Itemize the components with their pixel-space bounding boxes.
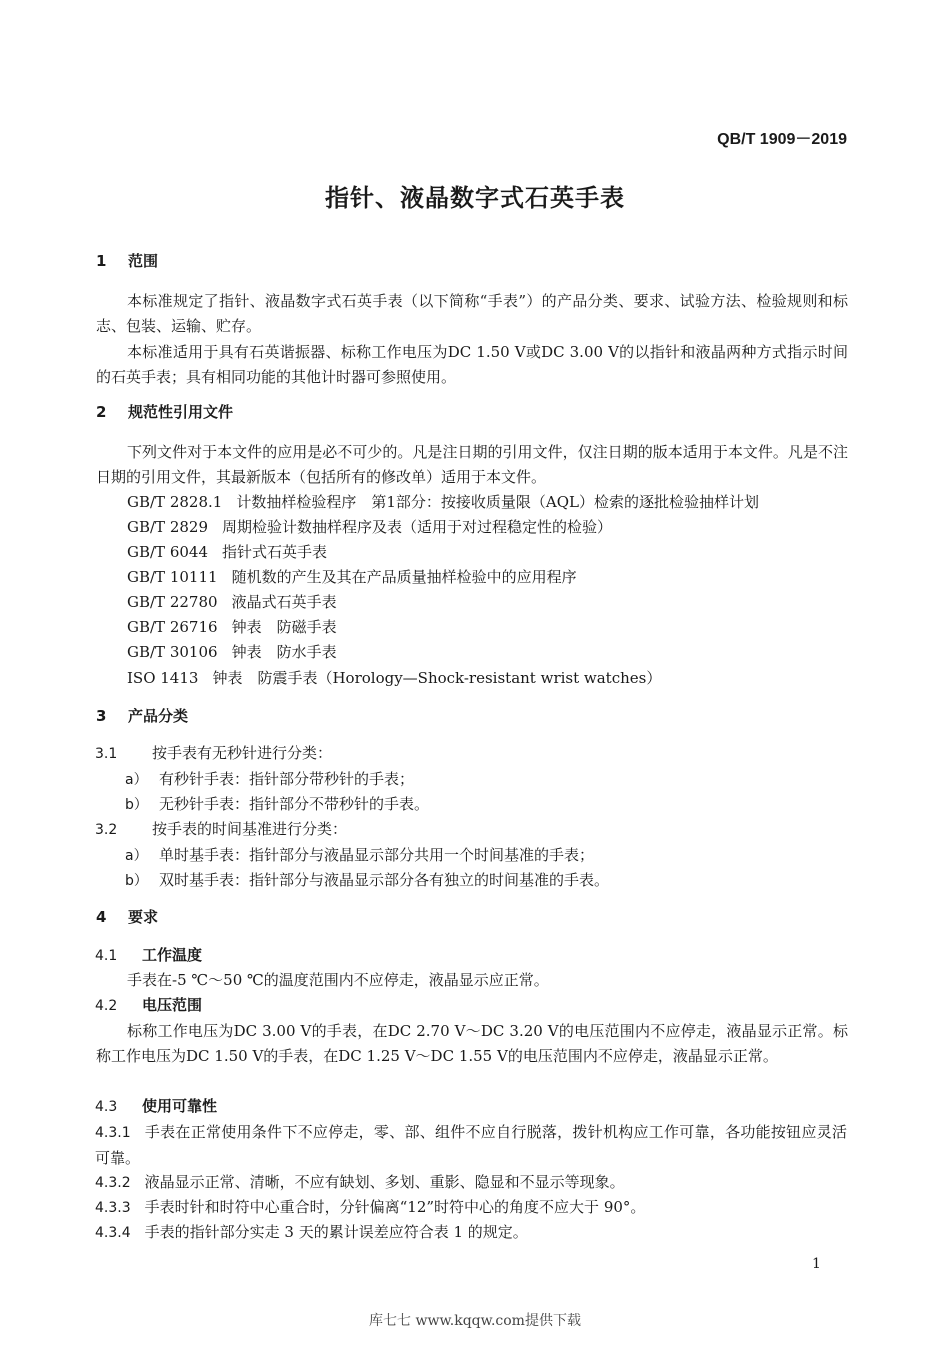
- section-title: 要求: [128, 908, 159, 926]
- ref-code: GB/T 6044: [127, 543, 209, 561]
- reference-item: [127, 516, 612, 537]
- list-item: [125, 768, 414, 789]
- clause-4-2-heading: [95, 994, 202, 1015]
- ref-code: GB/T 30106: [127, 643, 218, 661]
- list-item: [125, 793, 429, 814]
- list-marker: a）: [125, 848, 148, 864]
- section-number: 3: [96, 707, 107, 725]
- clause-text: 手表的指针部分实走 3 天的累计误差应符合表 1 的规定。: [144, 1223, 528, 1241]
- clause-number: 3.2: [95, 822, 118, 838]
- reference-item: [127, 566, 577, 587]
- section-number: 2: [96, 403, 107, 421]
- ref-title: 随机数的产生及其在产品质量抽样检验中的应用程序: [231, 568, 577, 586]
- list-marker: b）: [125, 873, 148, 889]
- standard-code: QB/T 1909－2019: [717, 131, 847, 148]
- clause-4-3-1: [95, 1120, 847, 1171]
- ref-title: 指针式石英手表: [222, 543, 328, 561]
- clause-number: 4.2: [95, 998, 118, 1014]
- section-number: 4: [96, 908, 107, 926]
- ref-code: GB/T 26716: [127, 618, 218, 636]
- ref-code: GB/T 22780: [127, 593, 218, 611]
- page-number: 1: [812, 1256, 821, 1272]
- section-2-heading: [96, 401, 233, 422]
- clause-number: 4.3: [95, 1099, 118, 1115]
- clause-number: 4.3.2: [95, 1175, 131, 1191]
- list-text: 无秒针手表：指针部分不带秒针的手表。: [159, 795, 430, 813]
- reference-item: [127, 491, 759, 512]
- list-marker: a）: [125, 772, 148, 788]
- ref-title: 钟表 防水手表: [231, 643, 337, 661]
- clause-3-2: [95, 818, 347, 839]
- list-text: 有秒针手表：指针部分带秒针的手表；: [159, 770, 415, 788]
- clause-4-1-heading: [95, 944, 202, 965]
- ref-title: 周期检验计数抽样程序及表（适用于对过程稳定性的检验）: [222, 518, 613, 536]
- ref-title: 计数抽样检验程序 第1部分：按接收质量限（AQL）检索的逐批检验抽样计划: [236, 493, 759, 511]
- download-footer: 库七七 www.kqqw.com提供下载: [369, 1313, 581, 1329]
- list-marker: b）: [125, 797, 148, 813]
- ref-code: GB/T 2828.1: [127, 493, 223, 511]
- paragraph: 手表在-5 ℃～50 ℃的温度范围内不应停走，液晶显示应正常。: [127, 971, 549, 989]
- clause-4-3-heading: [95, 1095, 217, 1116]
- clause-4-3-4: [95, 1220, 847, 1246]
- clause-text: 手表时针和时符中心重合时，分针偏离“12”时符中心的角度不应大于 90°。: [144, 1198, 646, 1216]
- reference-item: [127, 641, 337, 662]
- ref-code: GB/T 2829: [127, 518, 209, 536]
- reference-item: [127, 541, 327, 562]
- ref-code: ISO 1413: [127, 669, 199, 687]
- clause-3-1: [95, 742, 332, 763]
- paragraph: 本标准适用于具有石英谐振器、标称工作电压为DC 1.50 V或DC 3.00 V的以指针和液晶两种方式指示时间的石英手表；具有相同功能的其他计时器可参照使用。: [96, 343, 848, 386]
- page-title: 指针、液晶数字式石英手表: [325, 184, 625, 212]
- reference-item: [127, 667, 661, 688]
- clause-number: 3.1: [95, 746, 118, 762]
- paragraph: 本标准规定了指针、液晶数字式石英手表（以下简称“手表”）的产品分类、要求、试验方法、检验规则和标志、包装、运输、贮存。: [96, 292, 848, 335]
- clause-number: 4.3.1: [95, 1125, 131, 1141]
- paragraph: 标称工作电压为DC 3.00 V的手表，在DC 2.70 V～DC 3.20 V的电压范围内不应停走，液晶显示正常。标称工作电压为DC 1.50 V的手表，在DC 1.25 V～DC 1.55 V的电压范围内不应停走，液晶显示正常。: [96, 1022, 848, 1065]
- clause-4-3-2: [95, 1170, 847, 1196]
- section-3-heading: [96, 705, 188, 726]
- section-1-heading: [96, 250, 158, 271]
- clause-text: 手表在正常使用条件下不应停走，零、部、组件不应自行脱落，拨针机构应工作可靠，各功能按钮应灵活可靠。: [95, 1123, 847, 1167]
- list-text: 双时基手表：指针部分与液晶显示部分各有独立的时间基准的手表。: [159, 871, 610, 889]
- clause-title: 电压范围: [142, 996, 203, 1014]
- reference-item: [127, 591, 337, 612]
- clause-number: 4.3.4: [95, 1225, 131, 1241]
- list-text: 单时基手表：指针部分与液晶显示部分共用一个时间基准的手表；: [159, 846, 595, 864]
- clause-text: 按手表的时间基准进行分类：: [152, 820, 348, 838]
- section-number: 1: [96, 252, 107, 270]
- clause-title: 工作温度: [142, 946, 203, 964]
- section-title: 范围: [128, 252, 159, 270]
- clause-text: 按手表有无秒针进行分类：: [152, 744, 333, 762]
- paragraph: 下列文件对于本文件的应用是必不可少的。凡是注日期的引用文件，仅注日期的版本适用于本文件。凡是不注日期的引用文件，其最新版本（包括所有的修改单）适用于本文件。: [96, 443, 848, 486]
- ref-code: GB/T 10111: [127, 568, 218, 586]
- clause-number: 4.3.3: [95, 1200, 131, 1216]
- list-item: [125, 869, 609, 890]
- list-item: [125, 844, 594, 865]
- section-title: 产品分类: [128, 707, 189, 725]
- ref-title: 液晶式石英手表: [231, 593, 337, 611]
- section-title: 规范性引用文件: [128, 403, 234, 421]
- ref-title: 钟表 防震手表（Horology—Shock-resistant wrist watches）: [212, 669, 662, 687]
- section-4-heading: [96, 906, 158, 927]
- clause-4-3-3: [95, 1195, 847, 1221]
- ref-title: 钟表 防磁手表: [231, 618, 337, 636]
- clause-title: 使用可靠性: [142, 1097, 218, 1115]
- clause-text: 液晶显示正常、清晰，不应有缺划、多划、重影、隐显和不显示等现象。: [144, 1173, 625, 1191]
- clause-number: 4.1: [95, 948, 118, 964]
- reference-item: [127, 616, 337, 637]
